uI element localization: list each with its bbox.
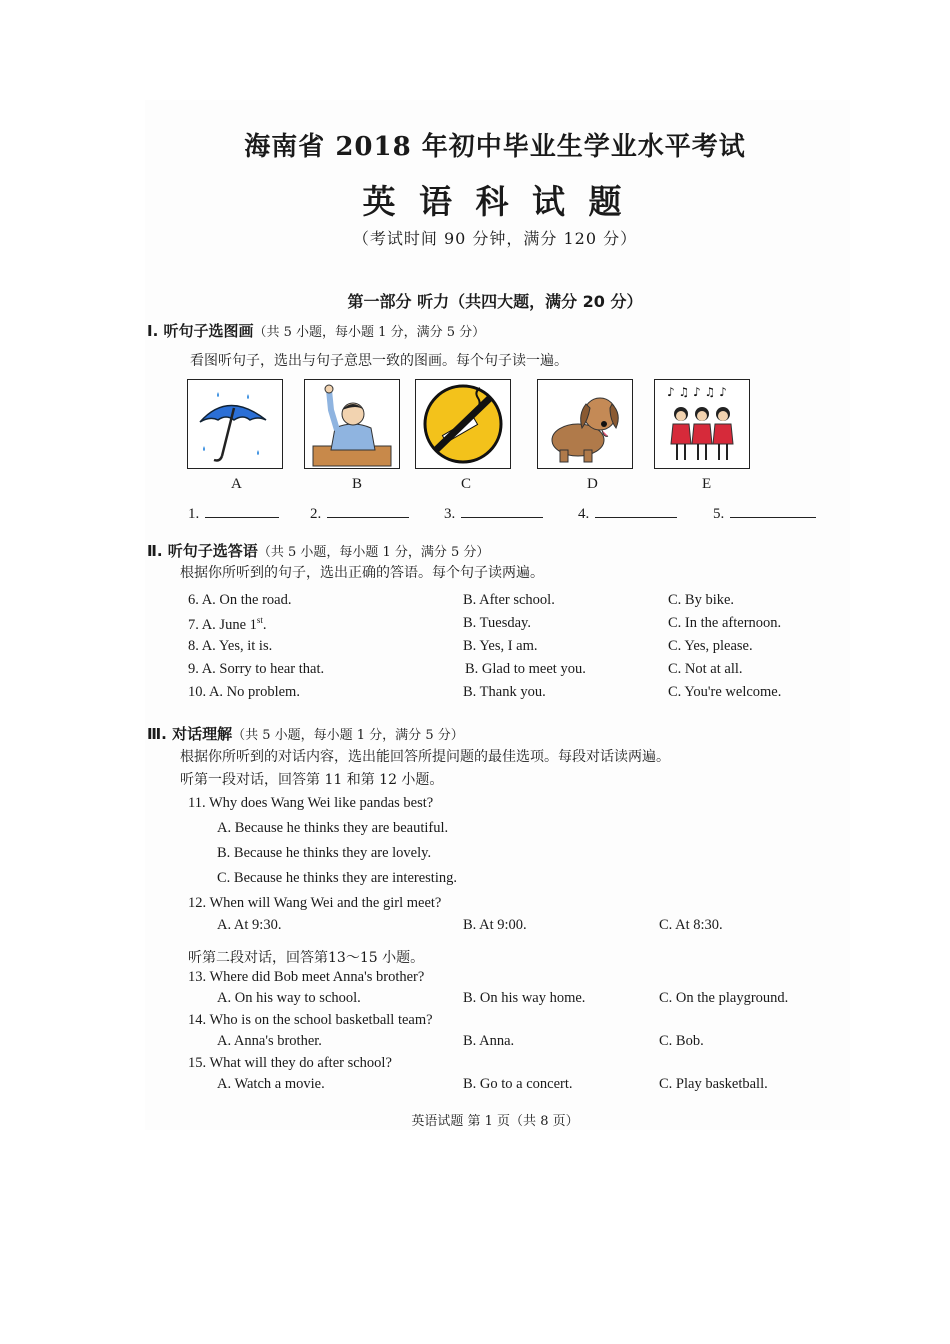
q14-option-c: C. Bob. — [659, 1033, 704, 1049]
picture-d — [537, 379, 633, 469]
q9-option-c: C. Not at all. — [668, 661, 743, 677]
q15-option-a: A. Watch a movie. — [217, 1076, 325, 1092]
q13-option-b: B. On his way home. — [463, 990, 586, 1006]
answer-blank-3[interactable] — [444, 503, 543, 523]
svg-text:♪ ♫ ♪ ♫ ♪: ♪ ♫ ♪ ♫ ♪ — [667, 385, 727, 399]
section1-note: （共 5 小题，每小题 1 分，满分 5 分） — [253, 325, 486, 340]
answer-blank-2[interactable] — [310, 503, 409, 523]
dialog1-instruction: 听第一段对话，回答第 11 和第 12 小题。 — [180, 772, 444, 788]
q13-option-c: C. On the playground. — [659, 990, 789, 1006]
dialog2-instruction: 听第二段对话，回答第13～15 小题。 — [188, 950, 425, 966]
picture-a — [187, 379, 283, 469]
blank-number: 1. — [188, 506, 200, 522]
answer-blank-1[interactable] — [188, 503, 279, 523]
section1-title: Ⅰ. 听句子选图画 — [147, 322, 254, 340]
q15-option-c: C. Play basketball. — [659, 1076, 768, 1092]
q12-option-a: A. At 9:30. — [217, 917, 282, 933]
q6-option-a: 6. A. On the road. — [188, 592, 292, 608]
q15-option-b: B. Go to a concert. — [463, 1076, 573, 1092]
picture-label-b: B — [352, 476, 363, 492]
q12-option-b: B. At 9:00. — [463, 917, 527, 933]
q11-option-b: B. Because he thinks they are lovely. — [217, 845, 432, 861]
q11-option-c: C. Because he thinks they are interesting. — [217, 870, 457, 886]
q13-option-a: A. On his way to school. — [217, 990, 361, 1006]
page-footer: 英语试题 第 1 页（共 8 页） — [411, 1114, 579, 1129]
section2-instruction: 根据你所听到的句子，选出正确的答语。每个句子读两遍。 — [180, 565, 544, 581]
q6-option-b: B. After school. — [463, 592, 555, 608]
q8-option-a: 8. A. Yes, it is. — [188, 638, 273, 654]
blank-number: 2. — [310, 506, 322, 522]
girls-singing-icon — [655, 380, 749, 468]
section2-note: （共 5 小题，每小题 1 分，满分 5 分） — [257, 545, 490, 560]
picture-e — [654, 379, 750, 469]
subject-title: 英 语 科 试 题 — [362, 182, 628, 221]
picture-label-c: C — [461, 476, 472, 492]
blank-number: 5. — [713, 506, 725, 522]
q13-question: 13. Where did Bob meet Anna's brother? — [188, 969, 425, 985]
picture-c — [415, 379, 511, 469]
picture-b — [304, 379, 400, 469]
picture-label-e: E — [702, 476, 712, 492]
section3-note: （共 5 小题，每小题 1 分，满分 5 分） — [232, 728, 464, 743]
q11-option-a: A. Because he thinks they are beautiful. — [217, 820, 449, 836]
section2-title: Ⅱ. 听句子选答语 — [147, 542, 258, 560]
q14-option-b: B. Anna. — [463, 1033, 515, 1049]
picture-label-d: D — [587, 476, 598, 492]
exam-info: （考试时间 90 分钟，满分 120 分） — [352, 229, 638, 248]
q15-question: 15. What will they do after school? — [188, 1055, 392, 1071]
answer-blank-4[interactable] — [578, 503, 677, 523]
q7-option-b: B. Tuesday. — [463, 615, 531, 631]
no-smoking-icon — [416, 380, 510, 468]
section1-instruction: 看图听句子，选出与句子意思一致的图画。每个句子读一遍。 — [190, 353, 568, 369]
part-heading: 第一部分 听力（共四大题，满分 20 分） — [347, 292, 643, 311]
q9-option-a: 9. A. Sorry to hear that. — [188, 661, 325, 677]
q7-option-c: C. In the afternoon. — [668, 615, 782, 631]
answer-blank-5[interactable] — [713, 503, 816, 523]
exam-title: 海南省 2018 年初中毕业生学业水平考试 — [244, 132, 746, 162]
q10-option-c: C. You're welcome. — [668, 684, 782, 700]
section1-heading — [147, 320, 485, 341]
umbrella-rain-icon — [188, 380, 282, 468]
q11-question: 11. Why does Wang Wei like pandas best? — [188, 795, 434, 811]
q7-option-a — [188, 615, 267, 634]
q6-option-c: C. By bike. — [668, 592, 735, 608]
q9-option-b: B. Glad to meet you. — [465, 661, 586, 677]
q7-a-end: . — [262, 616, 267, 633]
q10-option-b: B. Thank you. — [463, 684, 546, 700]
picture-label-a: A — [231, 476, 242, 492]
q12-question: 12. When will Wang Wei and the girl meet? — [188, 895, 442, 911]
q12-option-c: C. At 8:30. — [659, 917, 723, 933]
dog-icon — [538, 380, 632, 468]
section3-heading — [147, 723, 464, 744]
section3-title: Ⅲ. 对话理解 — [147, 725, 233, 743]
q7-a-sup: st — [256, 615, 263, 625]
section2-heading — [147, 540, 489, 561]
q10-option-a: 10. A. No problem. — [188, 684, 300, 700]
q8-option-c: C. Yes, please. — [668, 638, 753, 654]
blank-number: 3. — [444, 506, 456, 522]
q14-question: 14. Who is on the school basketball team? — [188, 1012, 433, 1028]
q7-a-text: 7. A. June 1 — [188, 616, 257, 633]
student-raising-hand-icon — [305, 380, 399, 468]
q8-option-b: B. Yes, I am. — [463, 638, 538, 654]
blank-number: 4. — [578, 506, 590, 522]
section3-instruction: 根据你所听到的对话内容，选出能回答所提问题的最佳选项。每段对话读两遍。 — [180, 749, 670, 765]
q14-option-a: A. Anna's brother. — [217, 1033, 322, 1049]
